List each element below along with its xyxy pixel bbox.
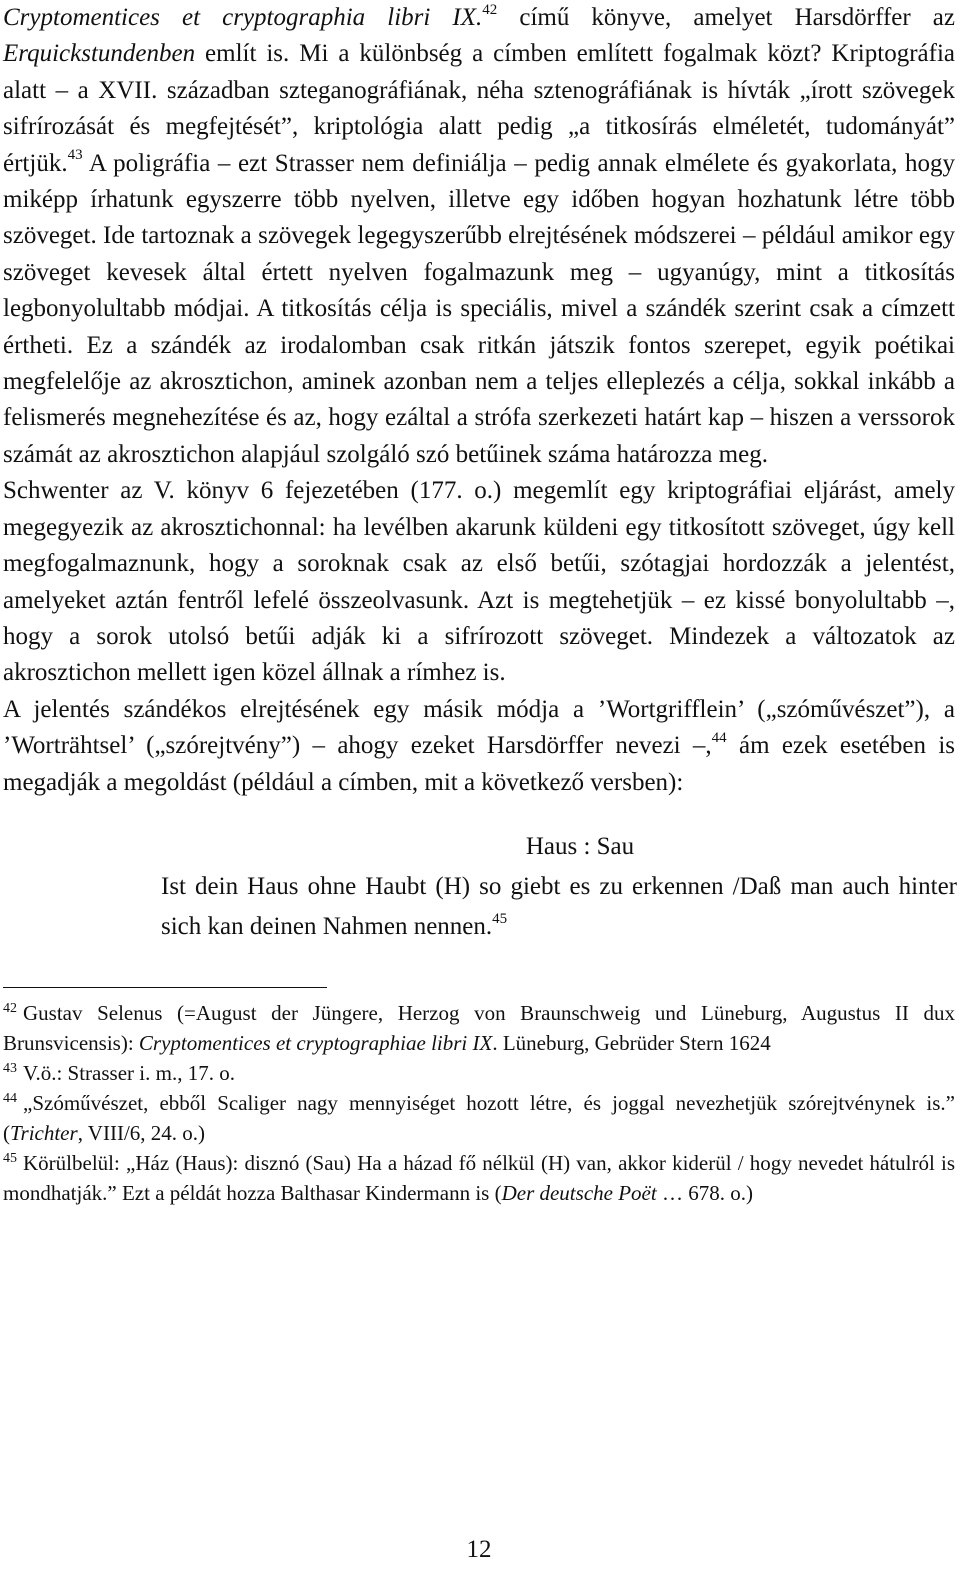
poem-text — [161, 867, 957, 947]
footnote-text: , VIII/6, 24. o.) — [77, 1120, 206, 1145]
footnote-43 — [3, 1058, 955, 1088]
footnote-45 — [3, 1148, 955, 1208]
paragraph-1-text-a: című könyve, amelyet Harsdörffer az — [497, 4, 956, 31]
paragraph-1-text-b: említ is. Mi a különbség a címben említett fogalmak közt? Kriptográfia alatt – a XVII. században szteganográfiának, néha sztenográfiának is hívták „írott szövegek sifrírozását és megfejtését”, kriptológia alatt pedig „a titkosírás elméletét, tudományát” értjük. — [3, 40, 955, 177]
footnote-separator — [3, 987, 327, 988]
footnote-text: „Szóművészet, ebből Scaliger nagy mennyiséget hozott létre, és joggal nevezhetjük szórejtvénynek is.” ( — [3, 1090, 955, 1145]
paragraph-1 — [3, 0, 955, 473]
footnote-ref-43[interactable]: 43 — [67, 147, 83, 164]
book-title-2: Erquickstundenben — [3, 40, 196, 68]
book-title: Cryptomentices et cryptographia libri IX. — [3, 4, 483, 31]
footnote-ref-44[interactable]: 44 — [711, 729, 727, 746]
footnote-number: 42 — [3, 1000, 17, 1016]
paragraph-1-text-c: A poligráfia – ezt Strasser nem definiálja – pedig annak elmélete és gyakorlata, hogy miképp írhatunk egyszerre több nyelven, illetve egy időben hogyan hozhatunk létre több szöveget. Ide tartoznak a szövegek legegyszerűbb elrejtésének módszerei – például amikor egy szöveget kevesek által értett nyelven fogalmazunk meg – ugyanúgy, mint a titkosítás legbonyolultabb módjai. A titkosítás célja is speciális, mivel a szándék szerint csak a címzett értheti. Ez a szándék az irodalomban csak ritkán játszik fontos szerepet, egyik poétikai megfelelője az akrosztichon, aminek azonban nem a teljes elleplezés a célja, sokkal inkább a felismerés megnehezítése és az, hogy ezáltal a strófa szerkezeti határt kap – hiszen a verssorok számát az akrosztichon alapjául szolgáló szó betűinek száma határozza meg. — [3, 149, 955, 468]
footnote-text: Körülbelül: „Ház (Haus): disznó (Sau) Ha a házad fő nélkül (H) van, akkor kiderül / hogy nevedet hátulról is mondhatják.” Ezt a példát hozza Balthasar Kindermann is ( — [3, 1150, 955, 1205]
footnote-italic: Trichter — [10, 1120, 78, 1145]
paragraph-2: Schwenter az V. könyv 6 fejezetében (177. o.) megemlít egy kriptográfiai eljárást, amely megegyezik az akrosztichonnal: ha levélben akarunk küldeni egy titkosított szöveget, úgy kell megfogalmaznunk, hogy a soroknak csak az első betűi, szótagjai hordozzák a jelentést, amelyeket aztán fentről lefelé összeolvasunk. Azt is megtehetjük – ez kissé bonyolultabb –, hogy a sorok utolsó betűi adják ki a sifrírozott szöveget. Mindezek a változatok az akrosztichon mellett igen közel állnak a rímhez is. — [3, 477, 955, 687]
footnote-number: 43 — [3, 1060, 17, 1076]
footnote-text: V.ö.: Strasser i. m., 17. o. — [23, 1060, 235, 1085]
poem-title: Haus : Sau — [525, 832, 635, 860]
footnote-number: 44 — [3, 1090, 17, 1106]
footnote-text: Gustav Selenus (=August der Jüngere, Herzog von Braunschweig und Lüneburg, Augustus II dux Brunsvicensis): — [3, 1000, 955, 1055]
footnote-text: . Lüneburg, Gebrüder Stern 1624 — [492, 1030, 771, 1055]
footnotes — [3, 998, 955, 1208]
footnote-ref-42[interactable]: 42 — [482, 1, 498, 18]
main-text — [3, 0, 955, 801]
paragraph-3-text-a: A jelentés szándékos elrejtésének egy másik módja a ’Wortgrifflein’ („szóművészet”), a ’Worträhtsel’ („szórejtvény”) – ahogy ezeket Harsdörffer nevezi –, — [3, 695, 955, 760]
poem-lines: Ist dein Haus ohne Haubt (H) so giebt es zu erkennen /Daß man auch hinter sich kan deinen Nahmen nennen. — [161, 872, 957, 940]
footnote-text: … 678. o.) — [656, 1180, 753, 1205]
footnote-42 — [3, 998, 955, 1058]
page-number: 12 — [466, 1536, 492, 1563]
footnote-italic: Cryptomentices et cryptographiae libri IX — [138, 1030, 493, 1055]
document-page — [3, 0, 957, 1563]
footnote-number: 45 — [3, 1150, 17, 1166]
footnote-44 — [3, 1088, 955, 1148]
paragraph-3-text-b: ám ezek esetében is megadják a megoldást (például a címben, mit a következő versben): — [3, 732, 955, 796]
footnote-italic: Der deutsche Poët — [501, 1180, 657, 1205]
footnote-ref-45[interactable]: 45 — [492, 910, 508, 927]
paragraph-3 — [3, 692, 955, 801]
poem-block — [3, 827, 957, 947]
